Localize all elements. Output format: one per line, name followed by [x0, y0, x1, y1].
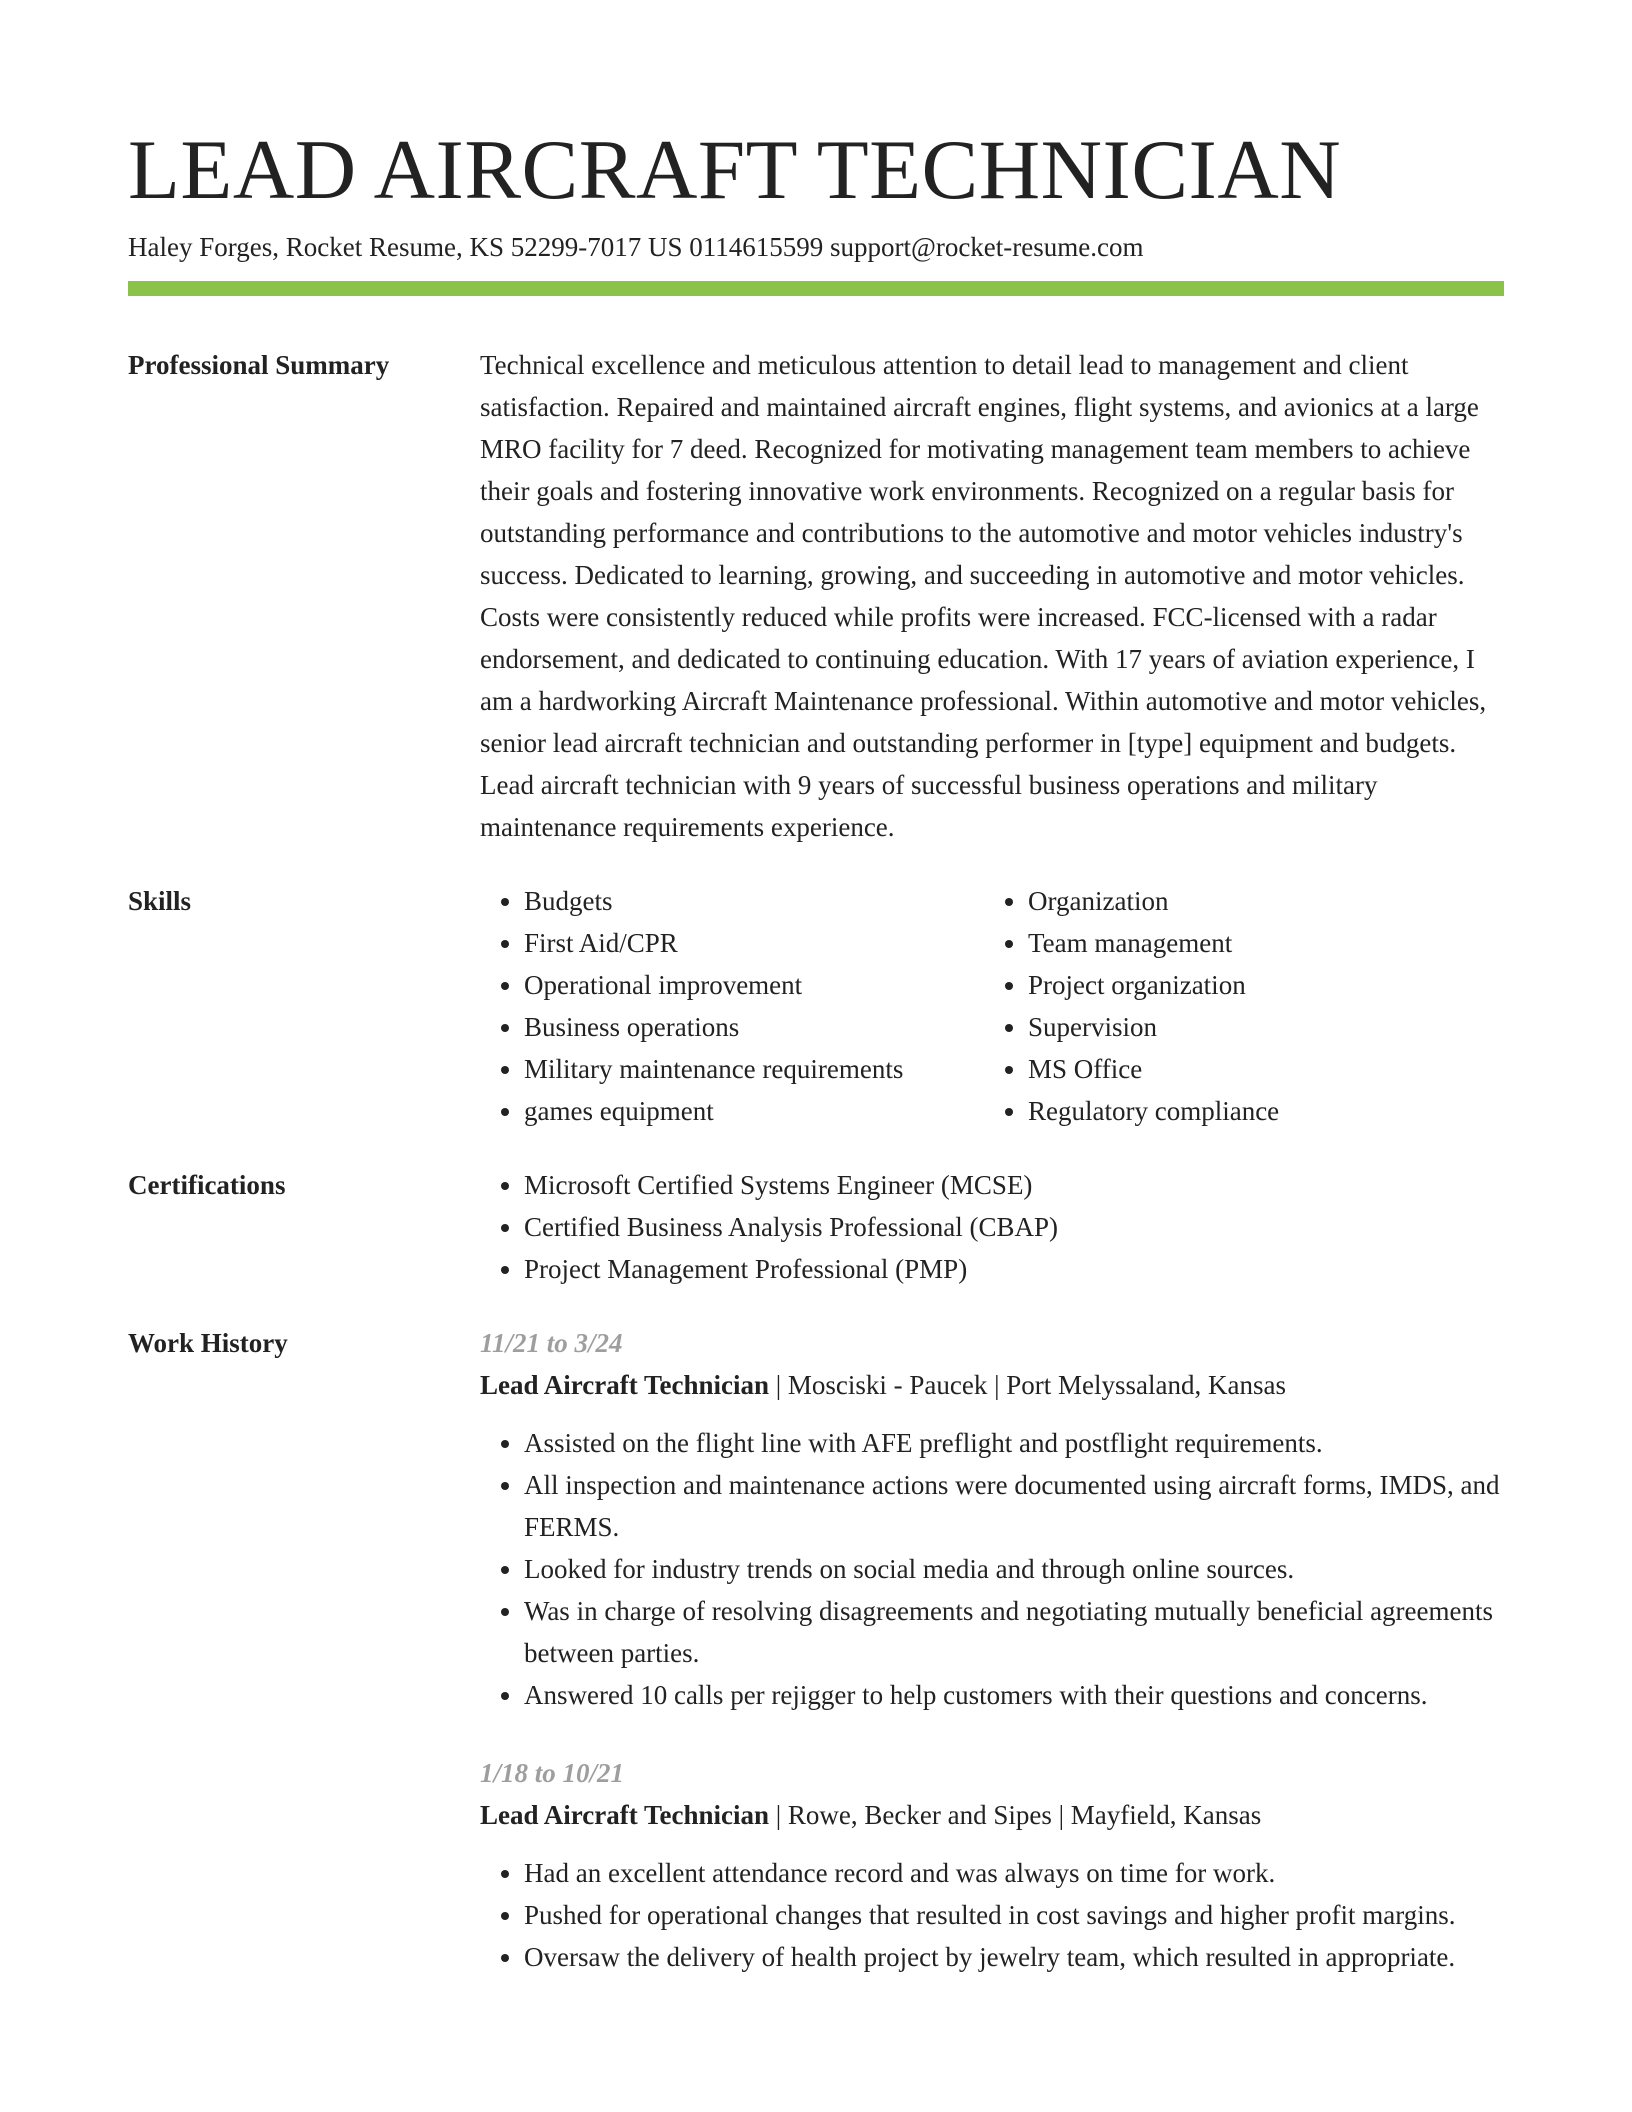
- skill-item: • MS Office: [1028, 1048, 1504, 1090]
- skill-item: • Supervision: [1028, 1006, 1504, 1048]
- job-bullet: • Had an excellent attendance record and was always on time for work.: [524, 1852, 1504, 1894]
- certifications-section: [128, 1164, 1504, 1290]
- summary-heading: Professional Summary: [128, 350, 390, 380]
- summary-section: [128, 344, 1504, 848]
- summary-text: Technical excellence and meticulous attention to detail lead to management and client satisfaction. Repaired and maintained aircraft engines, flight systems, and avionics at a large MRO facility for 7 deed. Recognized for motivating management team members to achieve their goals and fostering innovative work environments. Recognized on a regular basis for outstanding performance and contributions to the automotive and motor vehicles industry's success. Dedicated to learning, growing, and succeeding in automotive and motor vehicles. Costs were consistently reduced while profits were increased. FCC-licensed with a radar endorsement, and dedicated to continuing education. With 17 years of aviation experience, I am a hardworking Aircraft Maintenance professional. Within automotive and motor vehicles, senior lead aircraft technician and outstanding performer in [type] equipment and budgets. Lead aircraft technician with 9 years of successful business operations and military maintenance requirements experience.: [480, 350, 1487, 842]
- skills-list-left: [480, 880, 984, 1132]
- job-details: | Rowe, Becker and Sipes | Mayfield, Kansas: [769, 1800, 1262, 1830]
- contact-line: Haley Forges, Rocket Resume, KS 52299-7017 US 0114615599 support@rocket-resume.com: [128, 232, 1144, 262]
- job-bullet: • Was in charge of resolving disagreements and negotiating mutually beneficial agreements between parties.: [524, 1590, 1504, 1674]
- skills-columns: [480, 880, 1504, 1132]
- skill-item: • Regulatory compliance: [1028, 1090, 1504, 1132]
- job-bullet: • All inspection and maintenance actions were documented using aircraft forms, IMDS, and FERMS.: [524, 1464, 1504, 1548]
- resume-title: LEAD AIRCRAFT TECHNICIAN: [128, 123, 1342, 217]
- job-bullets: [480, 1422, 1504, 1716]
- skill-item: • Project organization: [1028, 964, 1504, 1006]
- certification-item: • Project Management Professional (PMP): [524, 1248, 1504, 1290]
- job-bullet: • Looked for industry trends on social media and through online sources.: [524, 1548, 1504, 1590]
- job-title-line: [480, 1364, 1504, 1406]
- work-history-heading: Work History: [128, 1328, 288, 1358]
- skills-heading: Skills: [128, 886, 192, 916]
- work-history-section: [128, 1322, 1504, 1978]
- skill-item: • Operational improvement: [524, 964, 984, 1006]
- job-role: Lead Aircraft Technician: [480, 1800, 770, 1830]
- job-details: | Mosciski - Paucek | Port Melyssaland, Kansas: [769, 1370, 1287, 1400]
- skill-item: • Business operations: [524, 1006, 984, 1048]
- certification-item: • Microsoft Certified Systems Engineer (MCSE): [524, 1164, 1504, 1206]
- job-bullet: • Assisted on the flight line with AFE preflight and postflight requirements.: [524, 1422, 1504, 1464]
- skill-item: • First Aid/CPR: [524, 922, 984, 964]
- job-bullet: • Oversaw the delivery of health project by jewelry team, which resulted in appropriate.: [524, 1936, 1504, 1978]
- skill-item: • Military maintenance requirements: [524, 1048, 984, 1090]
- skills-section: [128, 880, 1504, 1132]
- resume-page: [128, 120, 1504, 1978]
- skill-item: • games equipment: [524, 1090, 984, 1132]
- job-title-line: [480, 1794, 1504, 1836]
- job-bullets: [480, 1852, 1504, 1978]
- job-dates: 11/21 to 3/24: [480, 1328, 623, 1358]
- job-entry: [480, 1752, 1504, 1978]
- job-bullet: • Answered 10 calls per rejigger to help customers with their questions and concerns.: [524, 1674, 1504, 1716]
- certifications-heading: Certifications: [128, 1170, 286, 1200]
- accent-divider: [128, 281, 1504, 296]
- skill-item: • Organization: [1028, 880, 1504, 922]
- certifications-list: [480, 1164, 1504, 1290]
- skill-item: • Team management: [1028, 922, 1504, 964]
- job-role: Lead Aircraft Technician: [480, 1370, 770, 1400]
- job-dates: 1/18 to 10/21: [480, 1758, 625, 1788]
- work-history-body: [480, 1322, 1504, 1978]
- skills-list-right: [984, 880, 1504, 1132]
- skill-item: • Budgets: [524, 880, 984, 922]
- job-entry: [480, 1322, 1504, 1716]
- job-bullet: • Pushed for operational changes that resulted in cost savings and higher profit margins.: [524, 1894, 1504, 1936]
- certification-item: • Certified Business Analysis Professional (CBAP): [524, 1206, 1504, 1248]
- certifications-body: [480, 1164, 1504, 1290]
